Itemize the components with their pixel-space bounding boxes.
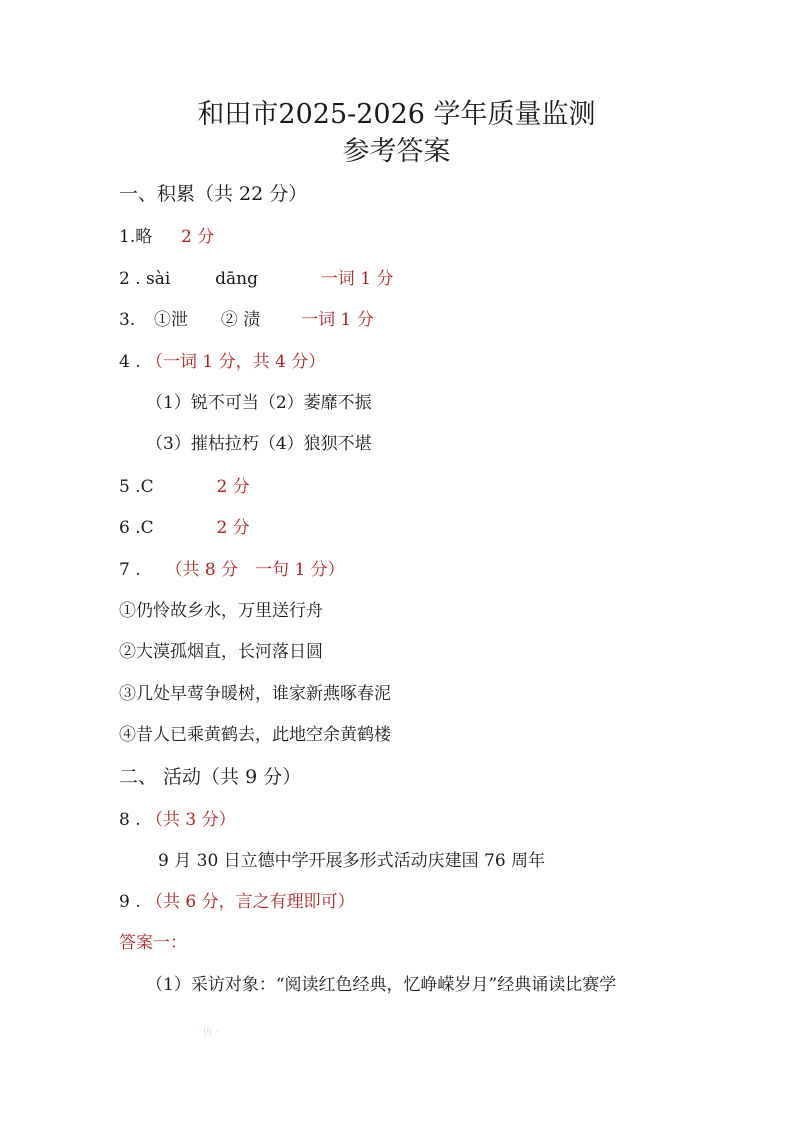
question-number: 8 . <box>119 810 141 830</box>
question-number: 2 . <box>119 269 141 289</box>
question-number: 6 .C <box>119 518 154 538</box>
question-9 <box>119 890 355 914</box>
section-heading-accumulation: 一、积累（共 22 分） <box>119 183 308 205</box>
question-number: 3. <box>119 310 136 330</box>
question-5 <box>119 475 250 499</box>
poem-line-2: ②大漠孤烟直，长河落日圆 <box>119 642 323 662</box>
char-answer-2: ② 渍 <box>220 310 261 330</box>
pinyin-answer-2: dāng <box>215 269 258 289</box>
question-number: 5 .C <box>119 477 154 497</box>
question-3 <box>119 308 374 332</box>
answer-one-label: 答案一： <box>119 933 187 953</box>
idiom-answer-row-2: （3）摧枯拉朽（4）狼狈不堪 <box>146 434 372 454</box>
score-note: （一词 1 分，共 4 分） <box>146 352 326 372</box>
score-note: （共 3 分） <box>146 810 236 830</box>
score-note: 一词 1 分 <box>301 310 374 330</box>
pinyin-answer-1: sài <box>146 269 171 289</box>
score-note: 2 分 <box>216 518 250 538</box>
score-note: （共 8 分 一句 1 分） <box>165 560 345 580</box>
headline-answer: 9 月 30 日立德中学开展多形式活动庆建国 76 周年 <box>158 851 546 871</box>
poem-line-4: ④昔人已乘黄鹤去，此地空余黄鹤楼 <box>119 725 391 745</box>
score-note: 2 分 <box>216 477 250 497</box>
poem-line-3: ③几处早莺争暖树，谁家新燕啄春泥 <box>119 684 391 704</box>
question-7 <box>119 558 345 582</box>
poem-line-1: ①仍怜故乡水，万里送行舟 <box>119 601 323 621</box>
faint-watermark-text: · 访 · <box>196 1027 219 1038</box>
question-number: 7 . <box>119 560 141 580</box>
page-subtitle: 参考答案 <box>342 136 451 167</box>
question-4 <box>119 350 325 374</box>
question-8 <box>119 808 236 832</box>
question-2 <box>119 267 393 291</box>
question-number: 1.略 <box>119 227 153 247</box>
question-number: 9 . <box>119 892 141 912</box>
interview-answer-part-1: （1）采访对象：“阅读红色经典，忆峥嵘岁月”经典诵读比赛学 <box>146 975 617 995</box>
page-title: 和田市2025-2026 学年质量监测 <box>197 99 596 130</box>
score-note: （共 6 分，言之有理即可） <box>146 892 355 912</box>
score-note: 一词 1 分 <box>320 269 394 289</box>
question-1 <box>119 225 214 249</box>
score-note: 2 分 <box>181 227 215 247</box>
question-6 <box>119 516 250 540</box>
question-number: 4 . <box>119 352 141 372</box>
char-answer-1: ①泄 <box>154 310 189 330</box>
section-heading-activity: 二、 活动（共 9 分） <box>119 766 302 788</box>
idiom-answer-row-1: （1）锐不可当（2）萎靡不振 <box>146 393 372 413</box>
